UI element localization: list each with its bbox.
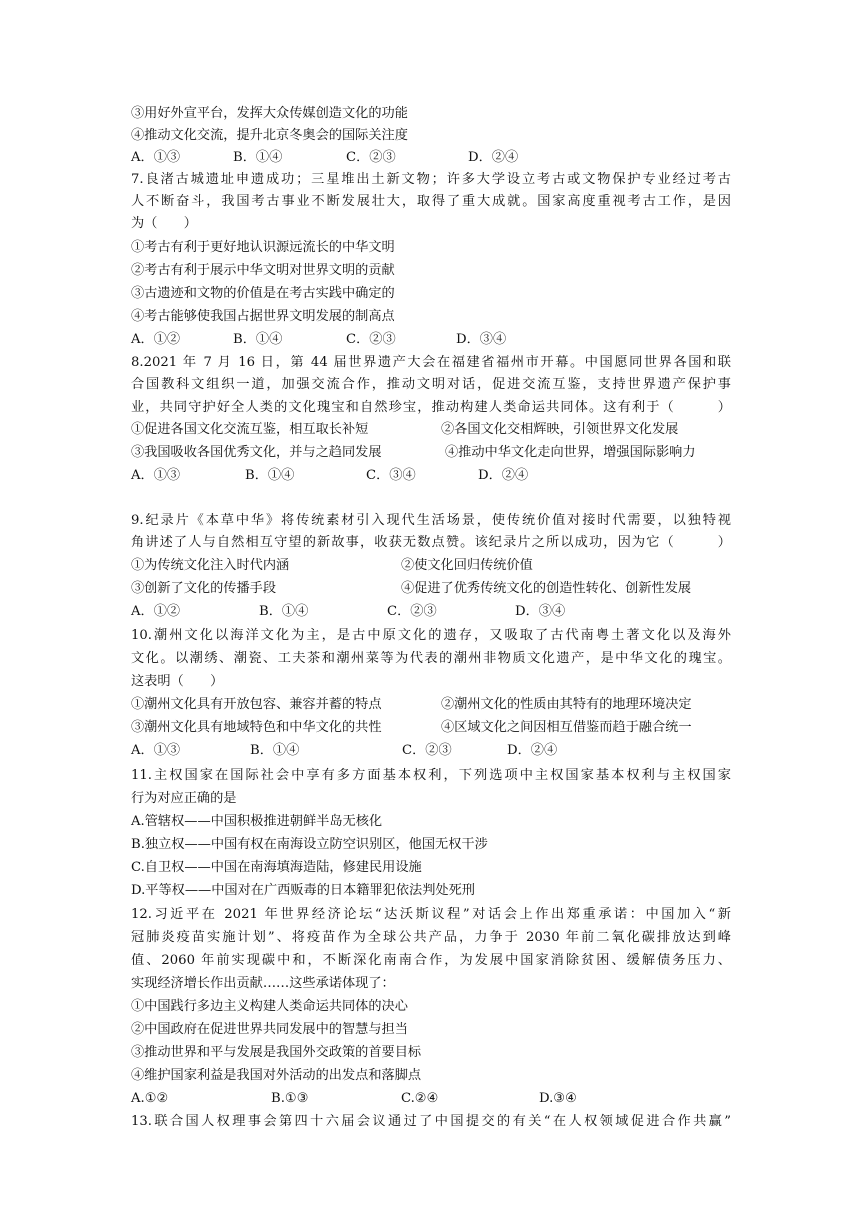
- statement-line: ④维护国家利益是我国对外活动的出发点和落脚点: [131, 1068, 422, 1083]
- statement-pair-row: [131, 442, 731, 464]
- option-a: A．①③: [131, 468, 181, 483]
- options-row: [131, 147, 731, 169]
- option-d: D.③④: [539, 1091, 577, 1106]
- statement-pair-row: [131, 717, 731, 739]
- statement-3: ③我国吸收各国优秀文化，并与之趋同发展: [131, 445, 382, 460]
- question-8-line: 8.2021 年 7 月 16 日，第 44 届世界遗产大会在福建省福州市开幕。中国愿同世界各国和联: [131, 355, 731, 370]
- options-row: [131, 740, 731, 762]
- statement-line: ③推动世界和平与发展是我国外交政策的首要目标: [131, 1045, 422, 1060]
- question-9-line: 9.纪录片《本草中华》将传统素材引入现代生活场景，使传统价值对接时代需要，以独特视: [131, 513, 731, 528]
- option-b: B．①④: [250, 743, 300, 758]
- options-row: [131, 601, 731, 623]
- options-row: [131, 329, 731, 351]
- option-c: C.②④: [401, 1091, 439, 1106]
- statement-line: ①考古有利于更好地认识源远流长的中华文明: [131, 240, 395, 255]
- statement-line: ②中国政府在促进世界共同发展中的智慧与担当: [131, 1022, 408, 1037]
- question-13-line: 13.联合国人权理事会第四十六届会议通过了中国提交的有关“在人权领域促进合作共赢”: [131, 1114, 731, 1129]
- option-c: C．②③: [387, 604, 437, 619]
- question-7-line: 为（ ）: [131, 216, 197, 231]
- answer-choice-line: D.平等权——中国对在广西贩毒的日本籍罪犯依法判处死刑: [131, 883, 475, 898]
- statement-line: ②考古有利于展示中华文明对世界文明的贡献: [131, 263, 395, 278]
- question-10-line: 这表明（ ）: [131, 674, 224, 689]
- option-a: A．①②: [131, 332, 181, 347]
- statement-3: ③潮州文化具有地域特色和中华文化的共性: [131, 720, 382, 735]
- text-line: ③用好外宣平台，发挥大众传媒创造文化的功能: [131, 106, 408, 121]
- statement-1: ①促进各国文化交流互鉴，相互取长补短: [131, 422, 369, 437]
- statement-4: ④区域文化之间因相互借鉴而趋于融合统一: [441, 720, 692, 735]
- question-12-line: 实现经济增长作出贡献……这些承诺体现了：: [131, 976, 395, 991]
- statement-4: ④推动中华文化走向世界，增强国际影响力: [445, 445, 696, 460]
- answer-choice-line: C.自卫权——中国在南海填海造陆，修建民用设施: [131, 860, 422, 875]
- statement-1: ①为传统文化注入时代内涵: [131, 558, 290, 573]
- statement-2: ②潮州文化的性质由其特有的地理环境决定: [441, 697, 692, 712]
- option-c: C．②③: [346, 332, 396, 347]
- options-row: [131, 1088, 731, 1110]
- question-10-line: 10.潮州文化以海洋文化为主，是古中原文化的遗存，又吸取了古代南粤土著文化以及海外: [131, 628, 731, 643]
- statement-pair-row: [131, 694, 731, 716]
- option-b: B.①③: [271, 1091, 309, 1106]
- question-12-line: 冠肺炎疫苗实施计划”、将疫苗作为全球公共产品，力争于 2030 年前二氧化碳排放达到峰: [131, 930, 731, 945]
- statement-3: ③创新了文化的传播手段: [131, 581, 277, 596]
- options-row: [131, 465, 731, 487]
- question-12-line: 值、2060 年前实现碳中和，不断深化南南合作，为发展中国家消除贫困、缓解债务压力、: [131, 953, 731, 968]
- option-b: B．①④: [245, 468, 295, 483]
- statement-line: ③古遗迹和文物的价值是在考古实践中确定的: [131, 286, 395, 301]
- statement-pair-row: [131, 555, 731, 577]
- option-a: A．①②: [131, 604, 181, 619]
- option-b: B．①④: [233, 332, 283, 347]
- statement-pair-row: [131, 419, 731, 441]
- question-8-line: 合国教科文组织一道，加强交流合作，推动文明对话，促进交流互鉴，支持世界遗产保护事: [131, 377, 731, 392]
- statement-1: ①潮州文化具有开放包容、兼容并蓄的特点: [131, 697, 382, 712]
- statement-line: ①中国践行多边主义构建人类命运共同体的决心: [131, 999, 408, 1014]
- statement-2: ②各国文化交相辉映，引领世界文化发展: [441, 422, 679, 437]
- question-8-line: 业，共同守护好全人类的文化瑰宝和自然珍宝，推动构建人类命运共同体。这有利于（ ）: [131, 400, 731, 415]
- question-10-line: 文化。以潮绣、潮瓷、工夫茶和潮州菜等为代表的潮州非物质文化遗产，是中华文化的瑰宝。: [131, 651, 731, 666]
- question-9-line: 角讲述了人与自然相互守望的新故事，收获无数点赞。该纪录片之所以成功，因为它（ ）: [131, 535, 731, 550]
- option-a: A.①②: [131, 1091, 169, 1106]
- statement-line: ④考古能够使我国占据世界文明发展的制高点: [131, 309, 395, 324]
- option-d: D．②④: [507, 743, 558, 758]
- option-d: D．③④: [515, 604, 566, 619]
- statement-2: ②使文化回归传统价值: [401, 558, 533, 573]
- option-c: C．②③: [402, 743, 452, 758]
- option-d: D．②④: [478, 468, 529, 483]
- question-7-line: 人不断奋斗，我国考古事业不断发展壮大，取得了重大成就。国家高度重视考古工作，是因: [131, 194, 731, 209]
- statement-4: ④促进了优秀传统文化的创造性转化、创新性发展: [401, 581, 692, 596]
- text-line: ④推动文化交流，提升北京冬奥会的国际关注度: [131, 128, 408, 143]
- option-c: C．③④: [366, 468, 416, 483]
- option-d: D．②④: [468, 150, 519, 165]
- question-11-line: 11.主权国家在国际社会中享有多方面基本权利，下列选项中主权国家基本权利与主权国家: [131, 768, 731, 783]
- option-c: C．②③: [346, 150, 396, 165]
- option-b: B．①④: [259, 604, 309, 619]
- option-a: A．①③: [131, 743, 181, 758]
- question-11-line: 行为对应正确的是: [131, 791, 237, 806]
- option-b: B．①④: [233, 150, 283, 165]
- question-12-line: 12.习近平在 2021 年世界经济论坛“达沃斯议程”对话会上作出郑重承诺：中国加入“新: [131, 907, 731, 922]
- answer-choice-line: B.独立权——中国有权在南海设立防空识别区，他国无权干涉: [131, 837, 488, 852]
- statement-pair-row: [131, 578, 731, 600]
- answer-choice-line: A.管辖权——中国积极推进朝鲜半岛无核化: [131, 814, 383, 829]
- option-a: A．①③: [131, 150, 181, 165]
- question-7-line: 7.良渚古城遗址申遗成功；三星堆出土新文物；许多大学设立考古或文物保护专业经过考古: [131, 172, 731, 187]
- option-d: D．③④: [456, 332, 507, 347]
